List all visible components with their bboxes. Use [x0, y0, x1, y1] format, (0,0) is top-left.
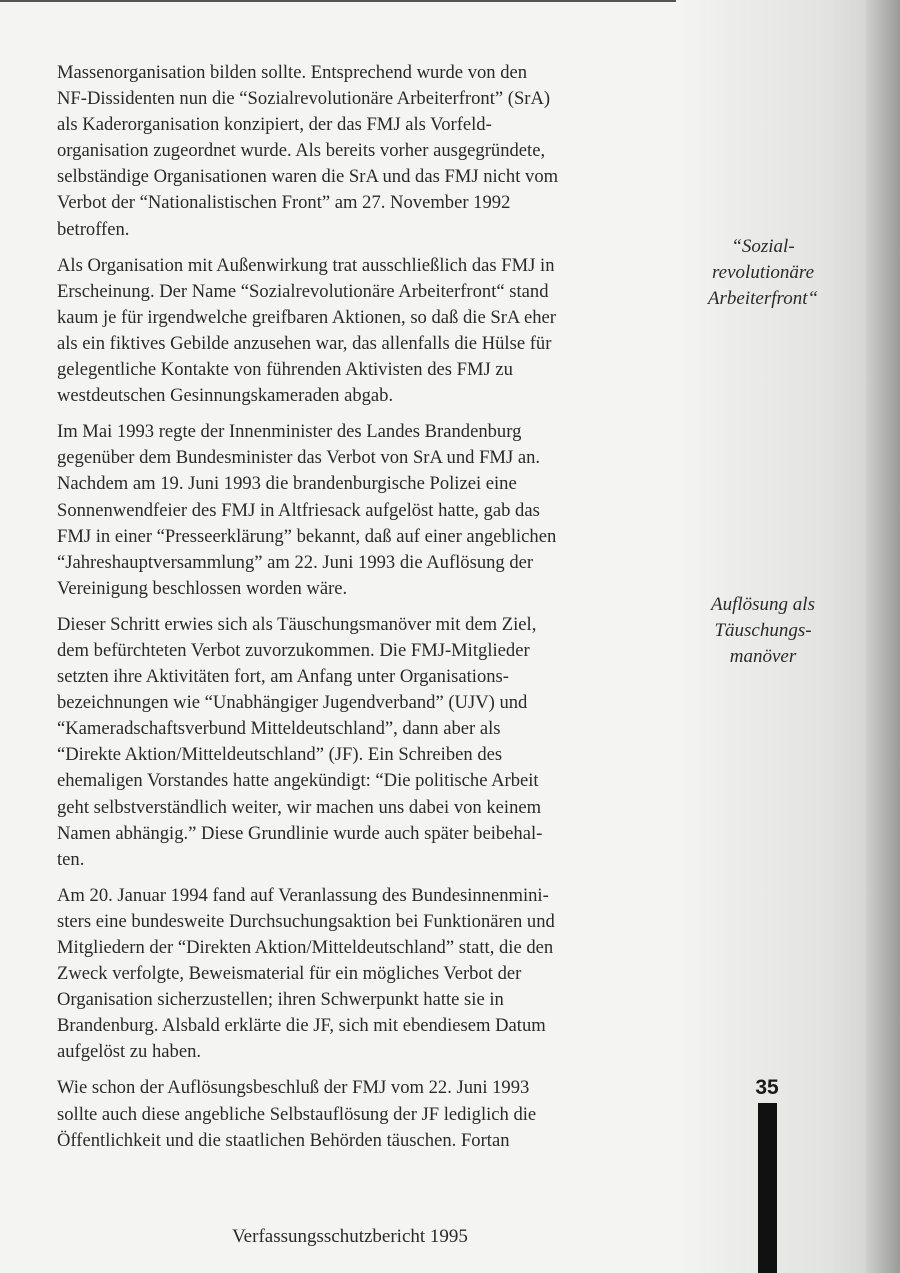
text-line: Vereinigung beschlossen worden wäre. — [57, 577, 348, 599]
page-edge-shadow — [866, 0, 900, 1273]
text-line: Brandenburg. Alsbald erklärte die JF, sich mit ebendiesem Datum — [57, 1015, 546, 1037]
paragraph-1 — [57, 60, 657, 243]
text-line: Organisation sicherzustellen; ihren Schwerpunkt hatte sie in — [57, 989, 504, 1011]
text-line: Dieser Schritt erwies sich als Täuschungsmanöver mit dem Ziel, — [57, 613, 537, 635]
margin-note-line: Auflösung als — [711, 594, 815, 615]
text-line: “Jahreshauptversammlung” am 22. Juni 1993 die Auflösung der — [57, 551, 534, 573]
text-line: gegenüber dem Bundesminister das Verbot von SrA und FMJ an. — [57, 447, 541, 469]
text-line: FMJ in einer “Presseerklärung” bekannt, daß auf einer angeblichen — [57, 525, 557, 547]
footer-title: Verfassungsschutzbericht 1995 — [232, 1226, 468, 1247]
paragraph-2 — [57, 253, 657, 410]
text-line: kaum je für irgendwelche greifbaren Aktionen, so daß die SrA eher — [57, 306, 556, 328]
text-line: Am 20. Januar 1994 fand auf Veranlassung des Bundesinnenmini- — [57, 884, 549, 906]
margin-note-line: “Sozial- — [731, 236, 795, 257]
text-line: Namen abhängig.” Diese Grundlinie wurde auch später beibehal- — [57, 822, 543, 844]
text-line: aufgelöst zu haben. — [57, 1041, 202, 1063]
text-line: “Kameradschaftsverbund Mitteldeutschland”, dann aber als — [57, 718, 501, 740]
text-line: selbständige Organisationen waren die SrA und das FMJ nicht vom — [57, 166, 559, 188]
text-line: sters eine bundesweite Durchsuchungsaktion bei Funktionären und — [57, 910, 555, 932]
text-line: ten. — [57, 848, 85, 870]
text-line: Im Mai 1993 regte der Innenminister des Landes Brandenburg — [57, 421, 522, 443]
paragraph-4 — [57, 612, 657, 873]
margin-note-sra — [688, 234, 838, 312]
page-number: 35 — [755, 1076, 779, 1099]
margin-note-line: Arbeiterfront“ — [707, 288, 819, 309]
text-line: NF-Dissidenten nun die “Sozialrevolutionäre Arbeiterfront” (SrA) — [57, 88, 551, 110]
text-line: sollte auch diese angebliche Selbstauflösung der JF lediglich die — [57, 1103, 537, 1125]
text-line: betroffen. — [57, 218, 130, 240]
text-line: ehemaligen Vorstandes hatte angekündigt: “Die politische Arbeit — [57, 770, 539, 792]
text-line: Zweck verfolgte, Beweismaterial für ein mögliches Verbot der — [57, 963, 522, 985]
margin-note-taeuschung — [688, 592, 838, 670]
text-line: geht selbstverständlich weiter, wir machen uns dabei von keinem — [57, 796, 542, 818]
text-line: als ein fiktives Gebilde anzusehen war, das allenfalls die Hülse für — [57, 332, 552, 354]
margin-note-line: revolutionäre — [711, 262, 814, 283]
page-number-bar — [758, 1103, 777, 1273]
body-text — [57, 60, 657, 1164]
paragraph-3 — [57, 419, 657, 602]
text-line: setzten ihre Aktivitäten fort, am Anfang unter Organisations- — [57, 666, 509, 688]
text-line: bezeichnungen wie “Unabhängiger Jugendverband” (UJV) und — [57, 692, 528, 714]
text-line: Nachdem am 19. Juni 1993 die brandenburgische Polizei eine — [57, 473, 517, 495]
text-line: “Direkte Aktion/Mitteldeutschland” (JF). Ein Schreiben des — [57, 744, 503, 766]
text-line: dem befürchteten Verbot zuvorzukommen. Die FMJ-Mitglieder — [57, 639, 530, 661]
margin-note-line: Täuschungs- — [714, 620, 812, 641]
text-line: Mitgliedern der “Direkten Aktion/Mitteldeutschland” statt, die den — [57, 937, 554, 958]
text-line: organisation zugeordnet wurde. Als bereits vorher ausgegründete, — [57, 140, 546, 162]
text-line: als Kaderorganisation konzipiert, der das FMJ als Vorfeld- — [57, 114, 492, 136]
paragraph-6 — [57, 1075, 657, 1153]
text-line: gelegentliche Kontakte von führenden Aktivisten des FMJ zu — [57, 359, 513, 381]
margin-note-line: manöver — [729, 646, 797, 667]
text-line: Wie schon der Auflösungsbeschluß der FMJ vom 22. Juni 1993 — [57, 1077, 530, 1099]
text-line: Als Organisation mit Außenwirkung trat ausschließlich das FMJ in — [57, 254, 555, 276]
text-line: Verbot der “Nationalistischen Front” am 27. November 1992 — [57, 192, 511, 214]
text-line: Sonnenwendfeier des FMJ in Altfriesack aufgelöst hatte, gab das — [57, 499, 540, 521]
paragraph-5 — [57, 883, 657, 1066]
text-line: Erscheinung. Der Name “Sozialrevolutionäre Arbeiterfront“ stand — [57, 280, 549, 302]
text-line: Öffentlichkeit und die staatlichen Behörden täuschen. Fortan — [57, 1129, 510, 1151]
text-line: Massenorganisation bilden sollte. Entsprechend wurde von den — [57, 62, 528, 83]
text-line: westdeutschen Gesinnungskameraden abgab. — [57, 385, 394, 407]
